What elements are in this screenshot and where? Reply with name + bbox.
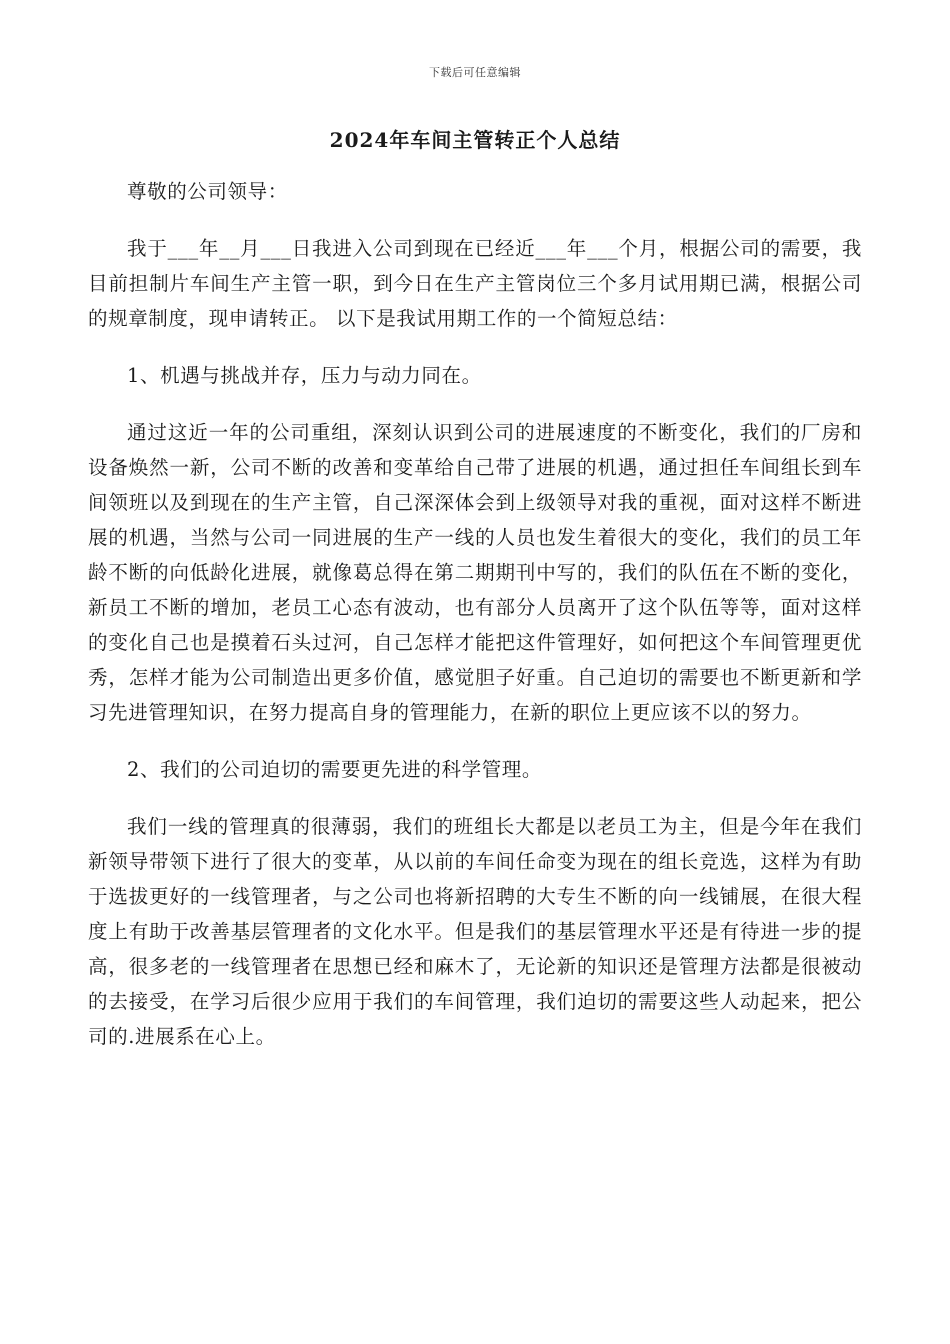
salutation: 尊敬的公司领导： <box>127 180 288 203</box>
paragraph-section-2: 我们一线的管理真的很薄弱，我们的班组长大都是以老员工为主，但是今年在我们新领导带领下进行了很大的变革，从以前的车间任命变为现在的组长竞选，这样为有助于选拔更好的一线管理者，与之公司也将新招聘的大专生不断的向一线铺展，在很大程度上有助于改善基层管理者的文化水平。但是我们的基层管理水平还是有待进一步的提高，很多老的一线管理者在思想已经和麻木了，无论新的知识还是管理方法都是很被动的去接受，在学习后很少应用于我们的车间管理，我们迫切的需要这些人动起来，把公司的.进展系在心上。 <box>88 815 862 1048</box>
section-heading-1: 1、机遇与挑战并存，压力与动力同在。 <box>127 364 482 387</box>
document-title: 2024年车间主管转正个人总结 <box>329 128 621 152</box>
paragraph-intro: 我于___年__月___日我进入公司到现在已经近___年___个月，根据公司的需要，我目前担制片车间生产主管一职，到今日在生产主管岗位三个多月试用期已满，根据公司的规章制度，现申请转正。 以下是我试用期工作的一个简短总结： <box>88 237 862 330</box>
header-note: 下载后可任意编辑 <box>429 66 521 79</box>
paragraph-section-1: 通过这近一年的公司重组，深刻认识到公司的进展速度的不断变化，我们的厂房和设备焕然一新，公司不断的改善和变革给自己带了进展的机遇，通过担任车间组长到车间领班以及到现在的生产主管，自己深深体会到上级领导对我的重视，面对这样不断进展的机遇，当然与公司一同进展的生产一线的人员也发生着很大的变化，我们的员工年龄不断的向低龄化进展，就像葛总得在第二期期刊中写的，我们的队伍在不断的变化，新员工不断的增加，老员工心态有波动，也有部分人员离开了这个队伍等等，面对这样的变化自己也是摸着石头过河，自己怎样才能把这件管理好，如何把这个车间管理更优秀，怎样才能为公司制造出更多价值，感觉胆子好重。自己迫切的需要也不断更新和学习先进管理知识，在努力提高自身的管理能力，在新的职位上更应该不以的努力。 <box>88 421 862 724</box>
section-heading-2: 2、我们的公司迫切的需要更先进的科学管理。 <box>127 758 543 781</box>
document-body <box>88 152 862 1054</box>
